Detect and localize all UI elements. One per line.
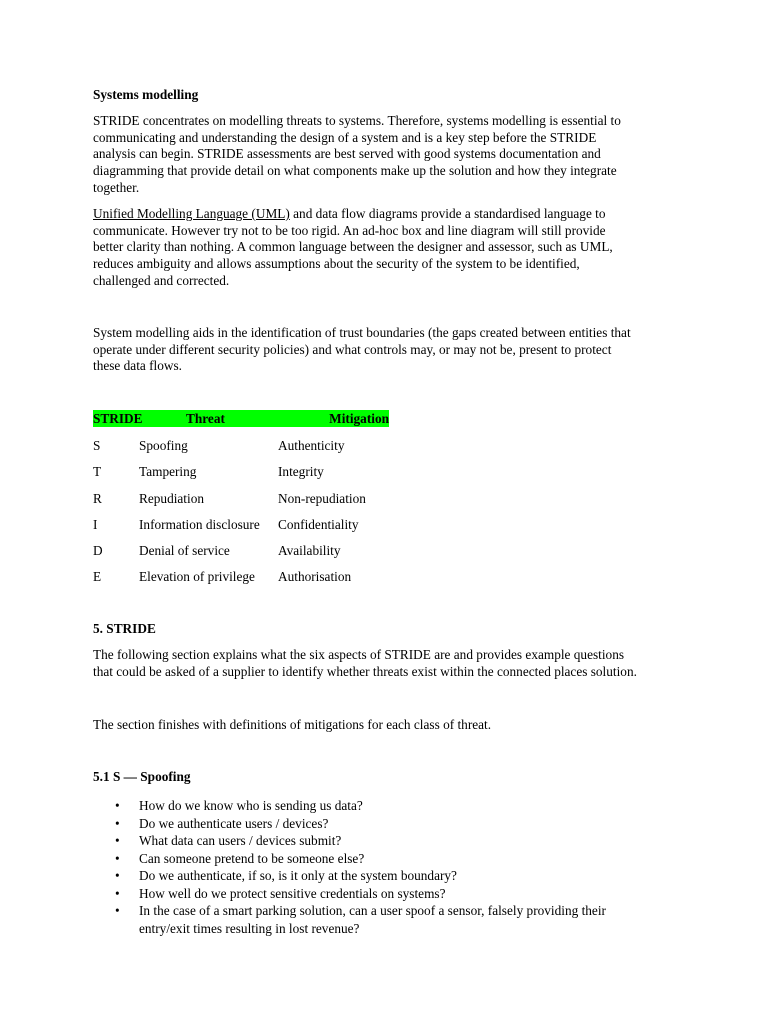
- stride-table: [93, 410, 389, 591]
- text-line: • How well do we protect sensitive credentials on systems?: [139, 885, 446, 901]
- text-line: together.: [93, 179, 140, 195]
- text-line: • Can someone pretend to be someone else?: [139, 850, 365, 866]
- table-row: [93, 538, 389, 564]
- text-line: • Do we authenticate users / devices?: [139, 815, 329, 831]
- list-item: [93, 832, 683, 850]
- text-line: The section finishes with definitions of mitigations for each class of threat.: [93, 717, 492, 732]
- text-line: • In the case of a smart parking solution, can a user spoof a sensor, falsely providing their: [139, 903, 606, 918]
- text-line: reduces ambiguity and allows assumptions about the security of the system to be identified,: [93, 256, 580, 272]
- heading-spoofing: 5.1 S — Spoofing: [93, 769, 191, 784]
- cell-threat: Tampering: [139, 464, 197, 480]
- text-line: these data flows.: [93, 358, 182, 374]
- list-item: [93, 797, 683, 815]
- list-item: [93, 867, 683, 885]
- cell-mitigation: Availability: [278, 543, 341, 559]
- list-item: [93, 885, 683, 903]
- header-stride: STRIDE: [93, 411, 143, 426]
- cell-letter: T: [93, 464, 102, 480]
- header-mitigation: Mitigation: [329, 411, 389, 426]
- heading-systems-modelling: Systems modelling: [93, 87, 199, 102]
- cell-mitigation: Authorisation: [278, 569, 352, 585]
- cell-letter: E: [93, 569, 102, 585]
- cell-threat: Information disclosure: [139, 516, 260, 532]
- cell-mitigation: Confidentiality: [278, 516, 359, 532]
- cell-threat: Repudiation: [139, 490, 204, 506]
- text-line: • Do we authenticate, if so, is it only at the system boundary?: [139, 868, 457, 883]
- cell-letter: R: [93, 490, 102, 506]
- table-row: [93, 486, 389, 512]
- heading-stride: 5. STRIDE: [93, 621, 156, 636]
- text-line: better clarity than nothing. A common language between the designer and assessor, such as UML,: [93, 239, 613, 255]
- paragraph-stride-mitigations: [93, 717, 683, 734]
- text-fragment: and data flow diagrams provide a standardised language to: [289, 206, 606, 221]
- list-item: [93, 850, 683, 868]
- text-line: communicate. However try not to be too rigid. An ad-hoc box and line diagram will still provide: [93, 222, 606, 238]
- text-line: • How do we know who is sending us data?: [139, 798, 363, 813]
- cell-letter: D: [93, 543, 103, 559]
- cell-letter: S: [93, 438, 101, 453]
- paragraph-systems-intro: [93, 113, 683, 197]
- text-line: analysis can begin. STRIDE assessments are best served with good systems documentation and: [93, 146, 601, 162]
- cell-mitigation: Non-repudiation: [278, 490, 366, 506]
- stride-table-header: [93, 410, 389, 427]
- text-line: diagramming that provide detail on what components make up the solution and how they integrate: [93, 163, 617, 179]
- table-row: [93, 512, 389, 538]
- uml-link[interactable]: Unified Modelling Language (UML): [93, 206, 290, 221]
- text-line: System modelling aids in the identification of trust boundaries (the gaps created between entities that: [93, 325, 631, 340]
- text-line: [93, 206, 683, 223]
- text-line: communicating and understanding the design of a system and is a key step before the STRIDE: [93, 129, 597, 145]
- text-line: • What data can users / devices submit?: [139, 833, 342, 848]
- header-threat: Threat: [186, 411, 225, 426]
- cell-threat: Spoofing: [139, 438, 188, 453]
- table-row: [93, 564, 389, 590]
- text-line: The following section explains what the six aspects of STRIDE are and provides example questions: [93, 647, 625, 662]
- text-line: that could be asked of a supplier to identify whether threats exist within the connected places solution.: [93, 663, 637, 679]
- table-row: [93, 433, 389, 459]
- paragraph-stride-intro: [93, 647, 683, 680]
- cell-threat: Elevation of privilege: [139, 569, 255, 585]
- text-line: challenged and corrected.: [93, 272, 230, 288]
- paragraph-trust-boundaries: [93, 325, 683, 375]
- cell-threat: Denial of service: [139, 543, 230, 559]
- text-line: entry/exit times resulting in lost revenue?: [139, 920, 360, 936]
- cell-mitigation: Integrity: [278, 464, 324, 480]
- list-item: [93, 902, 683, 937]
- table-row: [93, 459, 389, 485]
- list-item: [93, 815, 683, 833]
- paragraph-uml: [93, 206, 683, 290]
- cell-letter: I: [93, 516, 98, 532]
- text-line: operate under different security policies) and what controls may, or may not be, present to protect: [93, 341, 612, 357]
- text-line: STRIDE concentrates on modelling threats to systems. Therefore, systems modelling is essential to: [93, 113, 621, 128]
- cell-mitigation: Authenticity: [278, 438, 345, 453]
- spoofing-questions-list: [93, 797, 683, 937]
